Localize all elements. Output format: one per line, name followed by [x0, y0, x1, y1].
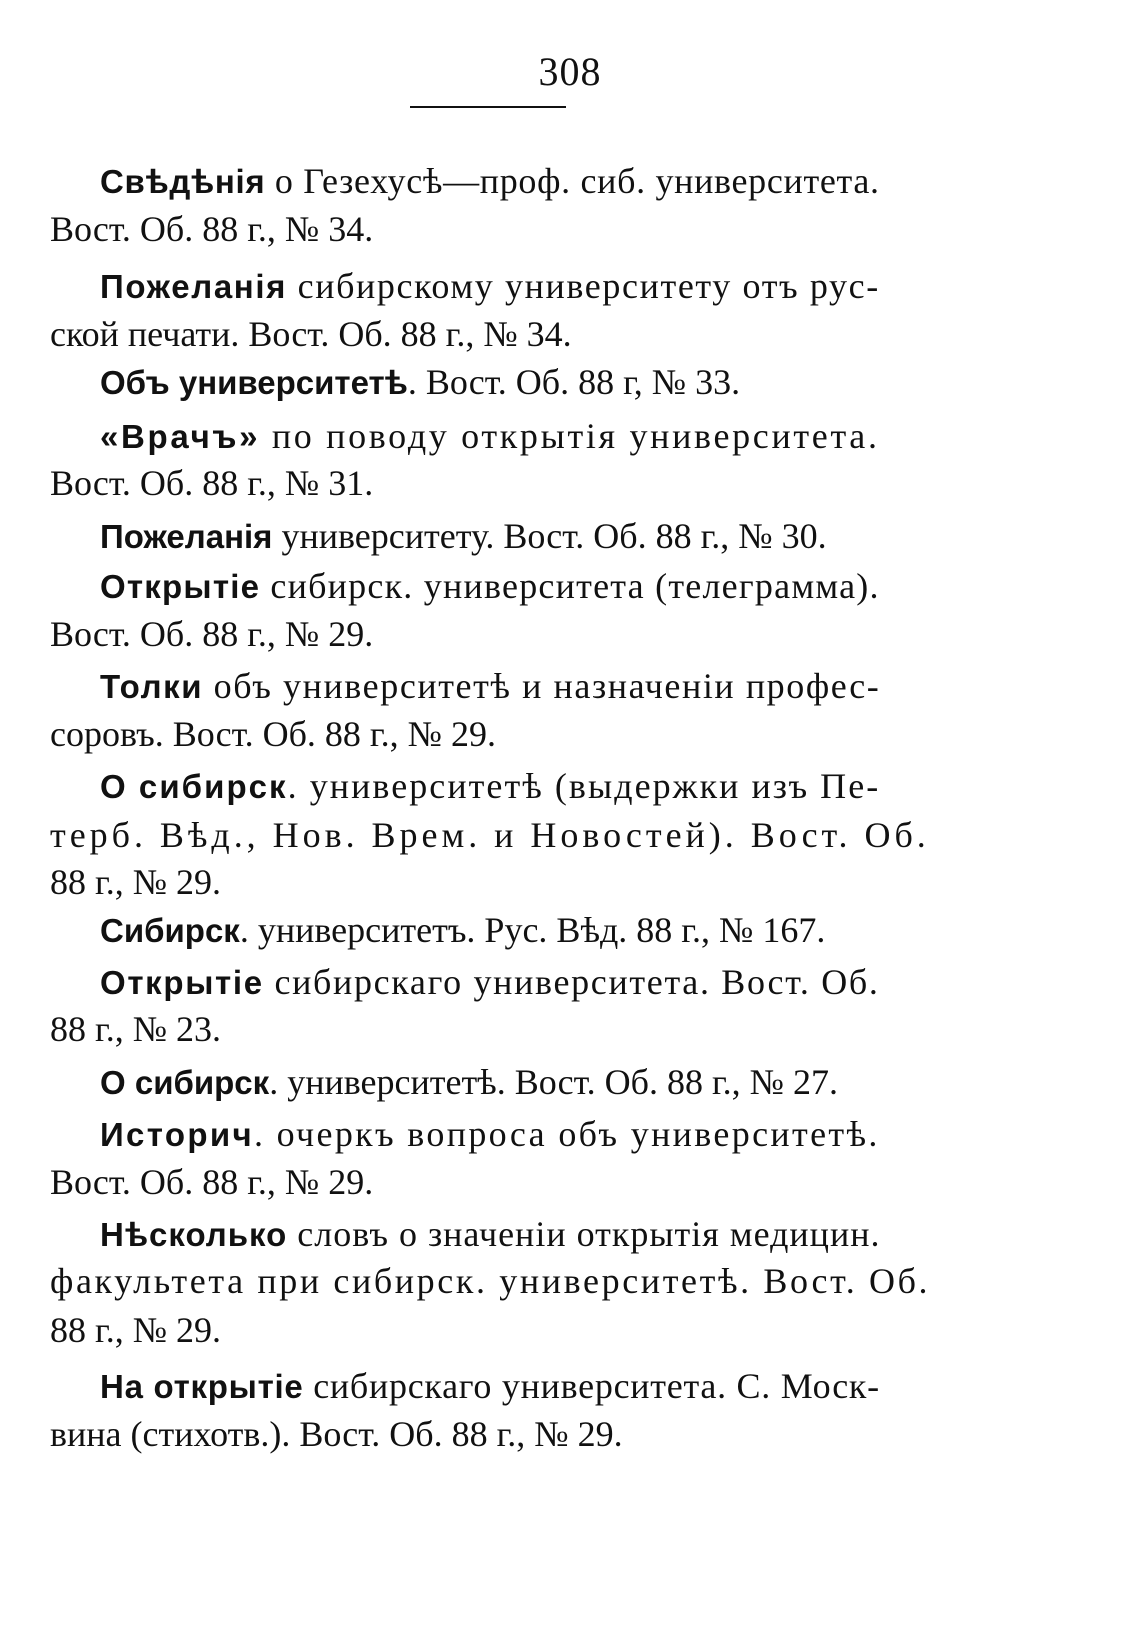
entry-text: о Гезехусѣ—проф. сиб. университета. [265, 161, 880, 201]
page-number: 308 [538, 49, 602, 94]
entry-line [50, 860, 221, 904]
entry-line [100, 564, 880, 608]
entry-text: . Вост. Об. 88 г, № 33. [407, 362, 741, 402]
entry-text: сибирскому университету отъ рус- [287, 266, 880, 306]
entry-text: Вост. Об. 88 г., № 29. [50, 1162, 374, 1202]
entry-line [50, 1412, 623, 1456]
entry-heading: Толки [100, 668, 204, 705]
entry-text: . университетѣ (выдержки изъ Пе- [287, 766, 881, 806]
entry-heading: Историч [100, 1116, 254, 1153]
entry-line [50, 1160, 373, 1204]
entry-text: . очеркъ вопроса объ университетѣ. [253, 1114, 880, 1154]
entry-heading: Сибирск [100, 912, 240, 949]
entry-heading: Пожеланія [100, 518, 273, 555]
entry-line [100, 1212, 880, 1256]
entry-heading: Объ университетѣ [100, 364, 408, 401]
entry-heading: О сибирск [100, 768, 288, 805]
entry-text: 88 г., № 29. [50, 862, 222, 902]
entry-line [50, 1308, 221, 1352]
entry-text: терб. Вѣд., Нов. Врем. и Новостей). Вост. Об. [50, 815, 930, 855]
entry-line [100, 414, 880, 458]
entry-line [50, 1259, 930, 1303]
entry-text: университету. Вост. Об. 88 г., № 30. [272, 516, 827, 556]
entry-text: 88 г., № 23. [50, 1009, 222, 1049]
entry-heading: Открытіе [100, 964, 264, 1001]
entry-line [100, 514, 827, 558]
entry-text: 88 г., № 29. [50, 1310, 222, 1350]
entry-heading: Открытіе [100, 568, 261, 605]
entry-line [100, 1060, 838, 1104]
entry-line [100, 908, 825, 952]
entry-line [50, 461, 373, 505]
entry-text: ской печати. Вост. Об. 88 г., № 34. [50, 314, 572, 354]
entry-text: . университетъ. Рус. Вѣд. 88 г., № 167. [239, 910, 826, 950]
entry-line [100, 264, 880, 308]
entry-line [50, 1007, 221, 1051]
entry-text: вина (стихотв.). Вост. Об. 88 г., № 29. [50, 1414, 623, 1454]
entry-line [100, 664, 880, 708]
entry-line [50, 813, 930, 857]
entry-line [100, 1112, 880, 1156]
entry-line [100, 360, 740, 404]
entry-line [100, 764, 880, 808]
entry-line [50, 207, 373, 251]
entry-line [100, 159, 880, 203]
entry-text: по поводу открытія университета. [260, 416, 880, 456]
entry-heading: На открытіе [100, 1368, 304, 1405]
entry-heading: Нѣсколько [100, 1216, 288, 1253]
entry-line [50, 612, 373, 656]
entry-heading: Свѣдѣнія [100, 163, 266, 200]
entry-text: . университетѣ. Вост. Об. 88 г., № 27. [269, 1062, 838, 1102]
entry-line [50, 712, 496, 756]
entry-heading: «Врачъ» [100, 418, 261, 455]
entry-text: Вост. Об. 88 г., № 29. [50, 614, 374, 654]
entry-heading: Пожеланія [100, 268, 287, 305]
entry-text: сибирскаго университета. С. Моск- [303, 1366, 880, 1406]
entry-text: соровъ. Вост. Об. 88 г., № 29. [50, 714, 496, 754]
entry-heading: О сибирск [100, 1064, 270, 1101]
entry-text: объ университетѣ и назначеніи профес- [203, 666, 881, 706]
entry-text: факультета при сибирск. университетѣ. Вост. Об. [50, 1261, 931, 1301]
entry-text: сибирскаго университета. Вост. Об. [263, 962, 880, 1002]
entry-line [100, 960, 880, 1004]
entry-text: сибирск. университета (телеграмма). [260, 566, 880, 606]
entry-text: Вост. Об. 88 г., № 34. [50, 209, 374, 249]
entry-text: Вост. Об. 88 г., № 31. [50, 463, 374, 503]
entry-line [50, 312, 572, 356]
entry-text: словъ о значеніи открытія медицин. [287, 1214, 881, 1254]
entry-line [100, 1364, 880, 1408]
